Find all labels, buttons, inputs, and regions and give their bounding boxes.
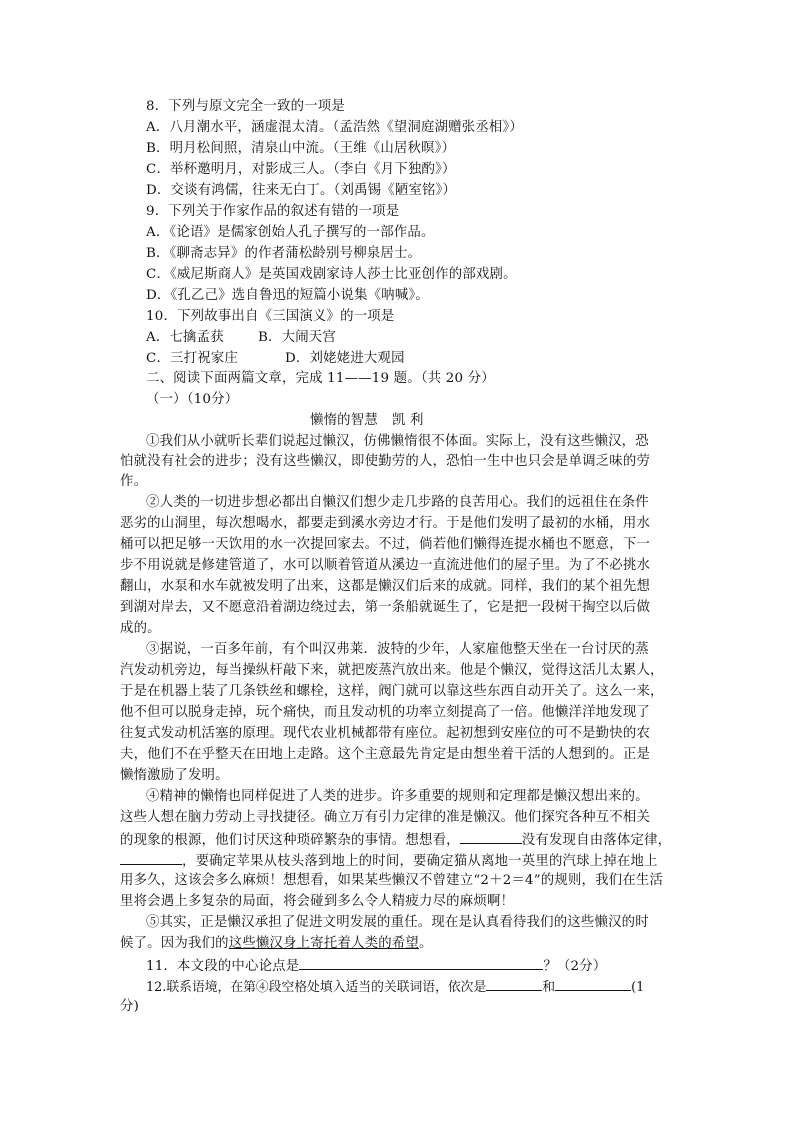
article-p4-line1: ④精神的懒惰也同样促进了人类的进步。许多重要的规则和定理都是懒汉想出来的。	[146, 789, 649, 804]
article-p1-line2: 怕就没有社会的进步；没有这些懒汉，即使勤劳的人，恐怕一生中也只会是单调乏味的劳	[120, 454, 651, 469]
q10-option-a: A．七擒孟获	[146, 330, 224, 345]
article-p5-line2	[120, 934, 433, 954]
q10-option-d: D．刘姥姥进大观园	[285, 351, 405, 366]
article-p2-line4: 步不用说就是修建管道了，水可以顺着管道从溪边一直流进他们的屋子里。为了不必挑水	[120, 558, 651, 573]
q11-answer-blank[interactable]	[299, 955, 543, 970]
q12-answer-blank-2[interactable]	[555, 976, 631, 991]
q9-option-a: A．《论语》是儒家创始人孔子撰写的一部作品。	[146, 225, 435, 240]
q12-mid: 和	[542, 980, 556, 995]
q8-option-d: D．交谈有鸿儒，往来无白丁。（刘禹锡《陋室铭》）	[146, 183, 457, 198]
article-p2-line3: 桶可以把足够一天饮用的水一次提回家去。不过，倘若他们懒得连提水桶也不愿意，下一	[120, 537, 651, 552]
q12	[146, 976, 644, 998]
q11-text: 11．本文段的中心论点是	[146, 959, 300, 974]
article-p4-line3	[120, 829, 671, 851]
article-p1-line1: ①我们从小就听长辈们说起过懒汉，仿佛懒惰很不体面。实际上，没有这些懒汉，恐	[146, 434, 649, 449]
article-p4-line4-text: ，要确定苹果从枝头落到地上的时间，要确定猫从离地一英里的汽球上掉在地上	[182, 854, 658, 869]
article-p5-line2-end: 。	[419, 936, 433, 951]
article-p4-line3-text: 的现象的根源，他们讨厌这种琐碎繁杂的事情。想想看，	[120, 833, 460, 848]
article-p2-line1: ②人类的一切进步想必都出自懒汉们想少走几步路的良苦用心。我们的远祖住在条件	[146, 495, 649, 510]
article-title: 懒惰的智慧	[310, 413, 378, 428]
q10-option-b: B．大闹天宫	[258, 330, 336, 345]
article-p2-line5: 翻山，水泵和水车就被发明了出来，这都是懒汉们后来的成就。同样，我们的某个祖先想	[120, 579, 651, 594]
q9-option-b: B．《聊斋志异》的作者蒲松龄别号柳泉居士。	[146, 246, 422, 261]
article-p2-line6: 到湖对岸去，又不愿意沿着湖边绕过去，第一条船就诞生了，它是把一段树干掏空以后做	[120, 600, 651, 615]
q8-stem: 8．下列与原文完全一致的一项是	[146, 99, 345, 114]
article-p3-line6: 夫，他们不在乎整天在田地上走路。这个主意最先肯定是由想坐着干活的人想到的。正是	[120, 747, 651, 762]
article-p5-underlined-phrase: 这些懒汉身上寄托着人类的希望	[228, 936, 420, 951]
article-p4-line6: 里将会遇上多复杂的局面，将会碰到多么令人精疲力尽的麻烦啊！	[120, 894, 515, 909]
article-p5-line1: ⑤其实，正是懒汉承担了促进文明发展的重任。现在是认真看待我们的这些懒汉的时	[146, 915, 649, 930]
article-p3-line4: 他不但可以脱身走掉，玩个痛快，而且发动机的功率立刻提高了一倍。他懒洋洋地发现了	[120, 705, 651, 720]
article-p2-line2: 恶劣的山洞里，每次想喝水，都要走到溪水旁边才行。于是他们发明了最初的水桶，用水	[120, 516, 651, 531]
q12-answer-blank-1[interactable]	[486, 976, 542, 991]
q10-stem: 10．下列故事出自《三国演义》的一项是	[146, 309, 395, 324]
article-p3-line3: 于是在机器上装了几条铁丝和螺栓，这样，阀门就可以靠这些东西自动开关了。这么一来，	[120, 684, 664, 699]
article-p1-line3: 作。	[120, 474, 148, 489]
section2-heading: 二、阅读下面两篇文章，完成 11——19 题。（共 20 分）	[146, 371, 495, 386]
article-p3-line1: ③据说，一百多年前，有个叫汉弗莱．波特的少年，人家雇他整天坐在一台讨厌的蒸	[146, 642, 649, 657]
section2-part1-label: （一）（10分）	[146, 392, 239, 407]
article-p3-line7: 懒惰激励了发明。	[120, 768, 229, 783]
article-p3-line2: 汽发动机旁边，每当操纵杆敲下来，就把废蒸汽放出来。他是个懒汉，觉得这活儿太累人，	[120, 663, 664, 678]
article-p2-line7: 成的。	[120, 621, 161, 636]
article-p5-line2-text: 候了。因为我们的	[120, 936, 229, 951]
q9-option-d: D．《孔乙己》选自鲁迅的短篇小说集《呐喊》。	[146, 288, 429, 303]
q12-score-cont: 分)	[120, 999, 140, 1014]
article-p4-line2: 这些人想在脑力劳动上寻找捷径。确立万有引力定律的准是懒汉。他们探究各种互不相关	[120, 810, 651, 825]
q9-stem: 9．下列关于作家作品的叙述有错的一项是	[146, 204, 400, 219]
q8-option-b: B．明月松间照，清泉山中流。（王维《山居秋暝》）	[146, 141, 456, 156]
blank-connective-1[interactable]	[460, 829, 522, 844]
article-p4-line4	[120, 850, 658, 872]
q9-option-c: C．《威尼斯商人》是英国戏剧家诗人莎士比亚创作的部戏剧。	[146, 267, 517, 282]
q8-option-a: A．八月潮水平，涵虚混太清。（孟浩然《望洞庭湖赠张丞相》）	[146, 120, 524, 135]
article-p4-line3-rest: 没有发现自由落体定律，	[521, 833, 672, 848]
article-p4-line5: 用多久，这该会多么麻烦！想想看，如果某些懒汉不曾建立“2＋2＝4”的规则，我们在生活	[120, 873, 664, 888]
article-p3-line5: 往复式发动机活塞的原理。现代农业机械都带有座位。起初想到安座位的可不是勤快的农	[120, 726, 651, 741]
q8-option-c: C．举杯邀明月，对影成三人。（李白《月下独酌》）	[146, 162, 456, 177]
q11-end: ？（2分）	[543, 959, 607, 974]
blank-connective-2[interactable]	[120, 850, 182, 865]
article-author: 凯 利	[392, 413, 424, 428]
q11	[146, 955, 606, 977]
q12-text: 12.联系语境，在第④段空格处填入适当的关联词语，依次是	[146, 980, 487, 995]
q10-option-c: C．三打祝家庄	[146, 351, 238, 366]
q12-end: (1	[631, 980, 645, 995]
